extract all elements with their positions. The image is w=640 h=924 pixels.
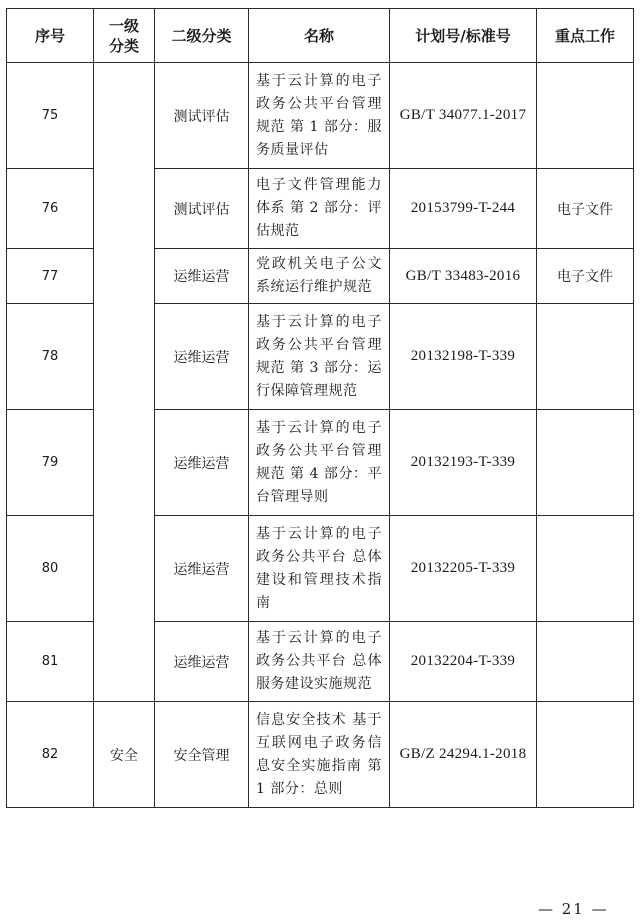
row-level2: 运维运营	[155, 516, 249, 622]
standards-table	[6, 8, 634, 808]
row-index: 82	[7, 702, 94, 808]
row-name: 基于云计算的电子政务公共平台 总体建设和管理技术指南	[249, 516, 390, 622]
row-level1-merged	[94, 63, 155, 702]
header-level1	[94, 9, 155, 63]
row-focus	[537, 410, 634, 516]
row-level2: 测试评估	[155, 63, 249, 169]
row-focus: 电子文件	[537, 249, 634, 304]
row-name: 电子文件管理能力体系 第 2 部分：评估规范	[249, 169, 390, 249]
row-name: 基于云计算的电子政务公共平台 总体服务建设实施规范	[249, 622, 390, 702]
row-focus	[537, 516, 634, 622]
row-focus	[537, 63, 634, 169]
header-code: 计划号/标准号	[390, 9, 537, 63]
row-level2: 测试评估	[155, 169, 249, 249]
row-level2: 运维运营	[155, 304, 249, 410]
row-code: GB/T 33483-2016	[390, 249, 537, 304]
row-level2: 运维运营	[155, 410, 249, 516]
row-focus: 电子文件	[537, 169, 634, 249]
row-code: GB/T 34077.1-2017	[390, 63, 537, 169]
row-index: 80	[7, 516, 94, 622]
table-header-row	[7, 9, 634, 63]
row-name: 基于云计算的电子政务公共平台管理规范 第 4 部分：平台管理导则	[249, 410, 390, 516]
header-level2: 二级分类	[155, 9, 249, 63]
row-level2: 运维运营	[155, 249, 249, 304]
row-index: 75	[7, 63, 94, 169]
header-index: 序号	[7, 9, 94, 63]
row-focus	[537, 702, 634, 808]
row-name: 党政机关电子公文系统运行维护规范	[249, 249, 390, 304]
row-index: 81	[7, 622, 94, 702]
row-focus	[537, 304, 634, 410]
row-index: 77	[7, 249, 94, 304]
row-index: 76	[7, 169, 94, 249]
row-index: 78	[7, 304, 94, 410]
page-number: — 21 —	[538, 900, 609, 918]
row-code: GB/Z 24294.1-2018	[390, 702, 537, 808]
row-name: 基于云计算的电子政务公共平台管理规范 第 1 部分：服务质量评估	[249, 63, 390, 169]
row-code: 20132204-T-339	[390, 622, 537, 702]
row-code: 20132198-T-339	[390, 304, 537, 410]
row-code: 20132193-T-339	[390, 410, 537, 516]
header-name: 名称	[249, 9, 390, 63]
header-level1-text: 一级 分类	[108, 16, 139, 55]
row-level2: 运维运营	[155, 622, 249, 702]
header-focus: 重点工作	[537, 9, 634, 63]
row-level2: 安全管理	[155, 702, 249, 808]
row-name: 信息安全技术 基于互联网电子政务信息安全实施指南 第 1 部分：总则	[249, 702, 390, 808]
row-index: 79	[7, 410, 94, 516]
table-row	[7, 702, 634, 808]
table-row	[7, 63, 634, 169]
row-code: 20153799-T-244	[390, 169, 537, 249]
row-code: 20132205-T-339	[390, 516, 537, 622]
row-level1: 安全	[94, 702, 155, 808]
row-focus	[537, 622, 634, 702]
row-name: 基于云计算的电子政务公共平台管理规范 第 3 部分：运行保障管理规范	[249, 304, 390, 410]
